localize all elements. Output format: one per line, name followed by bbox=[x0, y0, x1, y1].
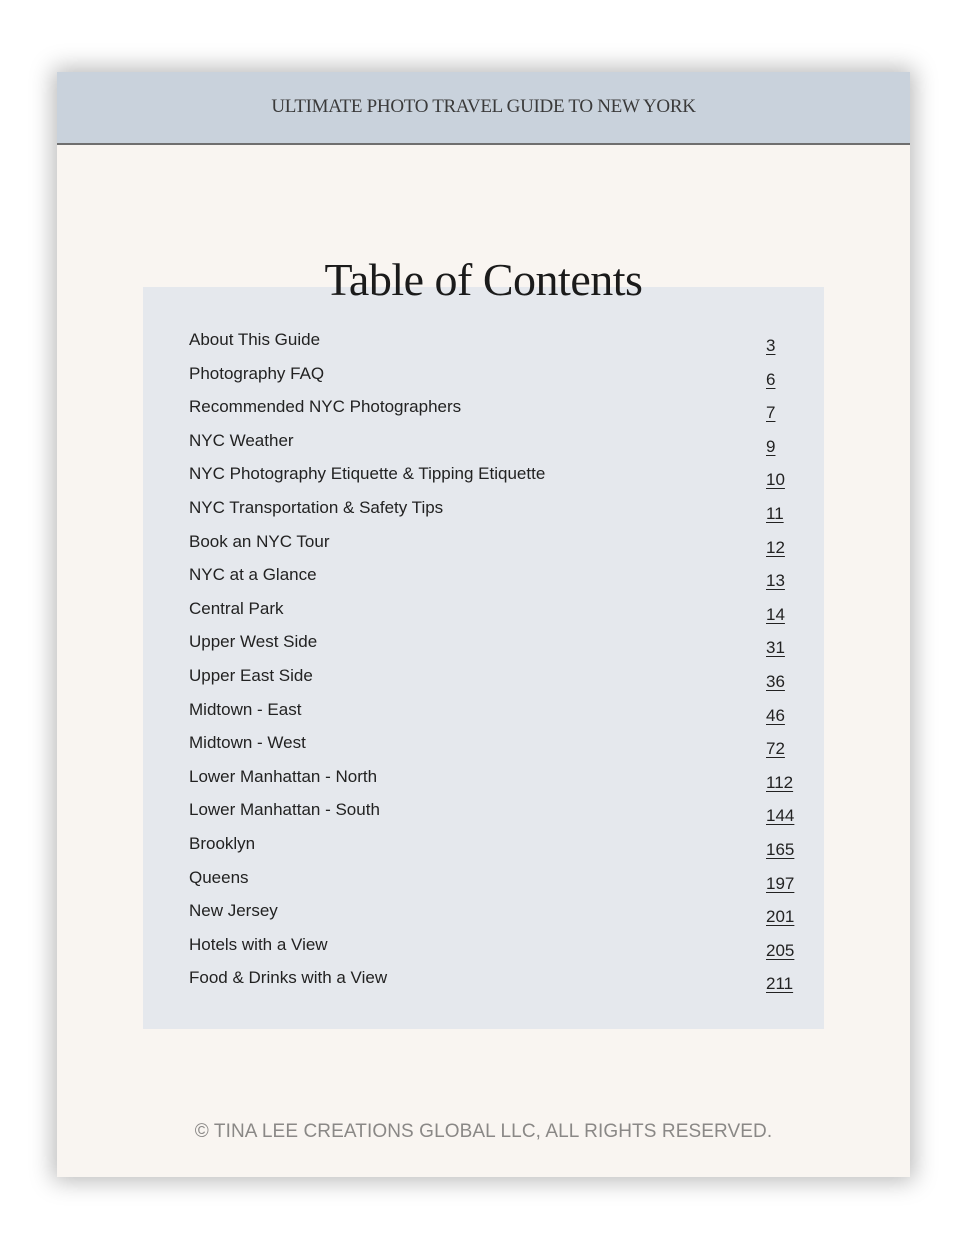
toc-page-link[interactable]: 165 bbox=[766, 840, 795, 859]
toc-page-link[interactable]: 11 bbox=[766, 504, 784, 523]
toc-entry[interactable] bbox=[57, 565, 910, 595]
toc-entry[interactable] bbox=[57, 632, 910, 662]
toc-page-link[interactable]: 36 bbox=[766, 672, 785, 691]
toc-entry-label: Photography FAQ bbox=[189, 363, 325, 383]
toc-entry[interactable] bbox=[57, 666, 910, 696]
toc-page-link[interactable]: 10 bbox=[766, 470, 785, 490]
toc-entry[interactable] bbox=[57, 498, 910, 528]
toc-entry[interactable] bbox=[57, 800, 910, 830]
toc-entry-label: Recommended NYC Photographers bbox=[189, 397, 462, 417]
toc-entry[interactable] bbox=[57, 868, 910, 898]
toc-entry[interactable] bbox=[57, 364, 910, 394]
toc-entry-label: Midtown - West bbox=[189, 733, 306, 753]
toc-entry-label: New Jersey bbox=[189, 901, 278, 921]
toc-entry-label: NYC Photography Etiquette & Tipping Etiquette bbox=[189, 464, 546, 484]
toc-entry[interactable] bbox=[57, 767, 910, 797]
toc-entry-label: Queens bbox=[189, 867, 249, 887]
document-page bbox=[57, 72, 910, 1177]
toc-page-link[interactable]: 72 bbox=[766, 739, 785, 759]
toc-entry[interactable] bbox=[57, 532, 910, 562]
toc-entry[interactable] bbox=[57, 834, 910, 864]
toc-entry[interactable] bbox=[57, 700, 910, 730]
toc-page-link[interactable]: 12 bbox=[766, 537, 785, 557]
header-bar bbox=[57, 72, 910, 145]
toc-entry[interactable] bbox=[57, 733, 910, 763]
toc-entry-label: Hotels with a View bbox=[189, 934, 328, 954]
toc-entry[interactable] bbox=[57, 968, 910, 998]
toc-entry-label: Midtown - East bbox=[189, 699, 302, 719]
copyright-footer: © TINA LEE CREATIONS GLOBAL LLC, ALL RIGHTS RESERVED. bbox=[194, 1121, 773, 1142]
toc-page-link[interactable]: 6 bbox=[766, 369, 776, 389]
toc-entry[interactable] bbox=[57, 397, 910, 427]
toc-page-link[interactable]: 144 bbox=[766, 806, 795, 826]
toc-page-link[interactable]: 211 bbox=[766, 974, 794, 994]
toc-entry[interactable] bbox=[57, 599, 910, 629]
toc-entry-label: Food & Drinks with a View bbox=[189, 968, 388, 988]
toc-entry[interactable] bbox=[57, 330, 910, 360]
toc-entry-label: NYC at a Glance bbox=[189, 565, 317, 585]
toc-entry-label: NYC Weather bbox=[189, 430, 294, 450]
toc-entry-label: About This Guide bbox=[189, 330, 321, 349]
toc-entry-label: NYC Transportation & Safety Tips bbox=[189, 498, 444, 517]
toc-entry[interactable] bbox=[57, 464, 910, 494]
toc-heading: Table of Contents bbox=[324, 254, 643, 305]
toc-entry[interactable] bbox=[57, 431, 910, 461]
guide-title: ULTIMATE PHOTO TRAVEL GUIDE TO NEW YORK bbox=[271, 96, 696, 117]
toc-page-link[interactable]: 197 bbox=[766, 873, 795, 893]
toc-entry-label: Upper East Side bbox=[189, 666, 313, 685]
toc-entry-label: Upper West Side bbox=[189, 632, 318, 652]
toc-entry-label: Central Park bbox=[189, 598, 284, 618]
toc-page-link[interactable]: 201 bbox=[766, 907, 795, 927]
toc-page-link[interactable]: 3 bbox=[766, 336, 776, 355]
toc-entry-label: Lower Manhattan - South bbox=[189, 800, 380, 820]
toc-page-link[interactable]: 14 bbox=[766, 604, 785, 624]
toc-entry-label: Book an NYC Tour bbox=[189, 531, 330, 551]
toc-page-link[interactable]: 205 bbox=[766, 940, 795, 960]
toc-page-link[interactable]: 31 bbox=[766, 638, 785, 658]
toc-entry-label: Brooklyn bbox=[189, 834, 256, 853]
toc-entry-label: Lower Manhattan - North bbox=[189, 766, 378, 786]
toc-page-link[interactable]: 46 bbox=[766, 705, 785, 725]
toc-page-link[interactable]: 7 bbox=[766, 403, 776, 423]
toc-entry[interactable] bbox=[57, 901, 910, 931]
toc-page-link[interactable]: 9 bbox=[766, 436, 776, 456]
toc-entry[interactable] bbox=[57, 935, 910, 965]
toc-page-link[interactable]: 13 bbox=[766, 571, 785, 591]
toc-page-link[interactable]: 112 bbox=[766, 772, 794, 792]
